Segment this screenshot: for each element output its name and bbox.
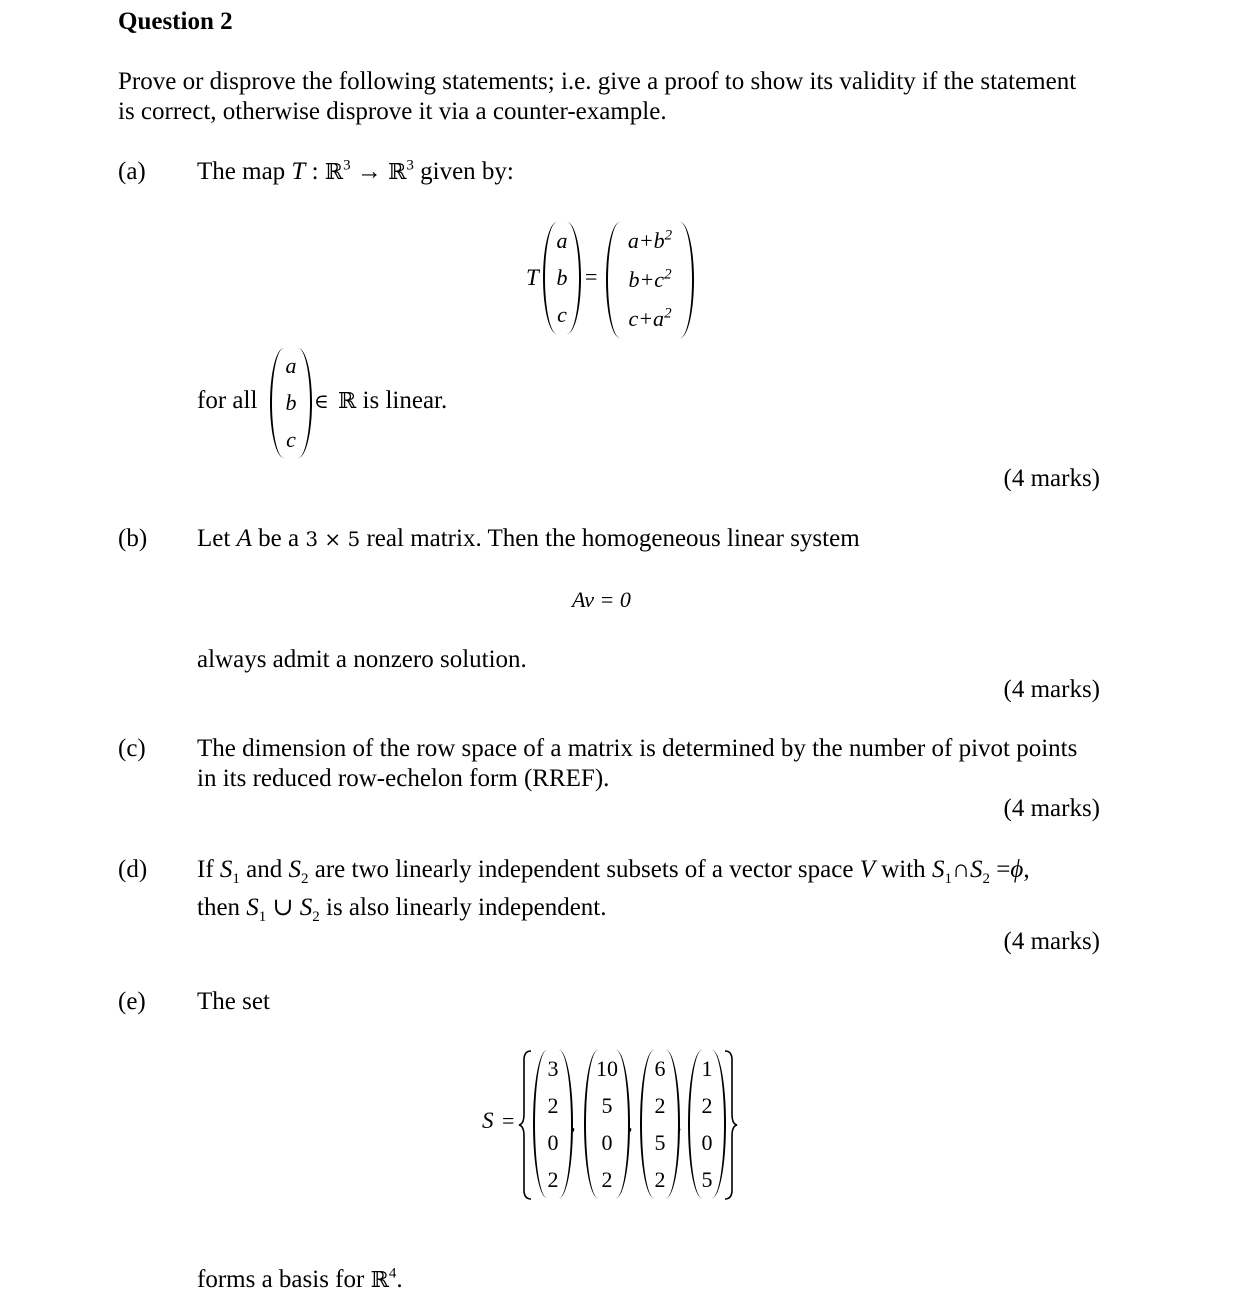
part-a-marks: (4 marks): [1003, 465, 1100, 492]
part-b-let: Let: [197, 525, 231, 552]
part-e-v1-r3: 0: [547, 1129, 559, 1155]
part-a-forall-tail: [338, 387, 447, 415]
part-d-s2: S: [288, 856, 302, 883]
part-d-empty: ϕ: [1010, 856, 1024, 883]
part-e-label: (e): [118, 988, 146, 1015]
part-b-rest: real matrix. Then the homogeneous linear system: [366, 525, 860, 552]
part-a-map-symbol: T: [291, 158, 306, 185]
part-a-set: ℝ: [338, 389, 357, 414]
part-d-end: is also linearly independent.: [326, 894, 607, 921]
part-d-mid: are two linearly independent subsets of a vector space: [314, 856, 854, 883]
part-a-codomain: ℝ: [388, 160, 407, 185]
part-e-sep-1: ,: [571, 1114, 576, 1134]
part-e-v2-r4: 2: [601, 1166, 613, 1192]
part-a-input-vector: [543, 222, 581, 334]
part-d-then: then: [197, 894, 241, 921]
part-a-text-suffix: given by:: [420, 158, 514, 185]
part-a-output-2-exp: 2: [664, 266, 672, 283]
part-e-vector-2: [584, 1050, 630, 1198]
part-d-cap: ∩: [951, 856, 970, 883]
part-b-statement: [197, 525, 860, 553]
part-a-domain-exp: 3: [343, 157, 351, 174]
part-d-if: If: [197, 856, 214, 883]
part-d-with: with: [881, 856, 926, 883]
part-d-line-1: [197, 856, 1030, 887]
intro-line-1: Prove or disprove the following statements; i.e. give a proof to show its validity if the statement: [118, 68, 1077, 95]
part-a-forall-suffix: is linear.: [362, 387, 448, 414]
part-e-equals: =: [502, 1108, 515, 1133]
part-e-sep-2: ,: [628, 1114, 633, 1134]
part-a-forall-c: c: [286, 426, 296, 452]
part-e-vector-1: [533, 1050, 573, 1198]
part-a-input-a: a: [556, 227, 568, 253]
part-e-v4-r3: 0: [701, 1129, 713, 1155]
part-e-space-exp: 4: [388, 1265, 397, 1282]
part-e-v4-r4: 5: [701, 1166, 713, 1192]
part-e-vector-4: [688, 1050, 726, 1198]
part-e-v2-r1: 10: [596, 1055, 618, 1081]
part-a-text-prefix: The map: [197, 158, 286, 185]
part-d-comma: ,: [1023, 856, 1030, 883]
part-b-label: (b): [118, 525, 148, 552]
part-d-s1c-sub: 1: [258, 909, 267, 925]
part-c-line-1: The dimension of the row space of a matrix is determined by the number of pivot points: [197, 735, 1078, 762]
part-a-colon: :: [311, 158, 319, 185]
part-c-label: (c): [118, 735, 146, 762]
part-d-eq: =: [996, 856, 1011, 883]
part-a-arrow: →: [356, 158, 382, 185]
left-brace-icon: [518, 1050, 532, 1200]
part-a-element-of: ∈: [314, 391, 329, 413]
part-a-output-vector: [606, 222, 694, 338]
part-e-space: ℝ: [370, 1268, 389, 1293]
part-a-input-b: b: [556, 264, 568, 290]
part-b-be-a: be a: [258, 525, 300, 552]
part-e-v3-r1: 6: [654, 1055, 666, 1081]
part-a-output-3: c+a: [628, 305, 665, 331]
part-a-equals: =: [585, 264, 598, 289]
part-e-v1-r4: 2: [547, 1166, 559, 1192]
part-e-text: The set: [197, 988, 270, 1015]
part-e-v4-r1: 1: [701, 1055, 713, 1081]
part-b-dims: 3 × 5: [305, 527, 361, 551]
part-d-s2c-sub: 2: [312, 909, 320, 925]
part-d-line-2: [197, 892, 607, 925]
part-e-v2-r3: 0: [601, 1129, 613, 1155]
part-a-output-row-3: [628, 305, 672, 331]
right-brace-icon: [724, 1050, 738, 1200]
part-e-S: S: [482, 1108, 494, 1133]
part-d-and: and: [246, 856, 283, 883]
part-e-vector-3: [640, 1050, 680, 1198]
part-e-conclusion-prefix: forms a basis for: [197, 1266, 365, 1293]
part-e-v4-r2: 2: [701, 1092, 713, 1118]
part-e-v2-r2: 5: [601, 1092, 613, 1118]
part-d-marks: (4 marks): [1003, 928, 1100, 955]
part-d-s1c: S: [246, 894, 259, 921]
question-title: Question 2: [118, 8, 233, 35]
part-a-output-row-1: [628, 230, 672, 252]
part-d-s2b-sub: 2: [982, 871, 990, 887]
part-a-statement: [197, 158, 514, 186]
part-e-v3-r4: 2: [654, 1166, 666, 1192]
intro-line-2: is correct, otherwise disprove it via a counter-example.: [118, 98, 667, 125]
part-c-line-2: in its reduced row-echelon form (RREF).: [197, 765, 610, 792]
part-d-s1: S: [219, 856, 233, 883]
part-a-forall-a: a: [285, 353, 297, 379]
part-b-conclusion: always admit a nonzero solution.: [197, 646, 527, 673]
part-d-s2c: S: [299, 894, 313, 921]
part-a-output-row-2: [628, 266, 672, 292]
part-e-conclusion: [197, 1266, 403, 1294]
part-d-V: V: [859, 856, 875, 883]
part-a-input-c: c: [557, 302, 567, 328]
part-d-s1b: S: [931, 856, 945, 883]
part-a-domain: ℝ: [324, 160, 344, 185]
part-a-output-2: b+c: [628, 266, 665, 292]
part-a-T: T: [526, 265, 539, 290]
part-e-v1-r2: 2: [547, 1092, 559, 1118]
part-a-forall-text: for all: [197, 387, 258, 414]
part-d-s1-sub: 1: [232, 871, 240, 887]
part-e-v3-r3: 5: [654, 1129, 666, 1155]
part-d-label: (d): [118, 856, 148, 883]
part-a-forall-vector: [270, 348, 312, 458]
part-a-forall-b: b: [285, 389, 297, 415]
part-d-cup: ∪: [272, 894, 294, 921]
part-a-codomain-exp: 3: [406, 157, 414, 174]
part-c-marks: (4 marks): [1003, 795, 1100, 822]
part-d-s1b-sub: 1: [944, 871, 952, 887]
part-a-output-3-exp: 2: [664, 305, 672, 322]
part-d-s2b: S: [970, 856, 983, 883]
part-d-s2-sub: 2: [301, 871, 309, 887]
part-e-v3-r2: 2: [654, 1092, 666, 1118]
part-a-output-1-exp: 2: [664, 228, 673, 244]
part-e-sep-3: ,: [677, 1114, 682, 1134]
part-b-equation: Av = 0: [572, 587, 631, 612]
part-a-output-1: a+b: [627, 228, 665, 254]
part-e-period: .: [396, 1266, 403, 1293]
part-a-label: (a): [118, 158, 146, 185]
part-b-marks: (4 marks): [1003, 676, 1100, 703]
part-e-v1-r1: 3: [547, 1055, 559, 1081]
part-b-matrix-name: A: [236, 525, 252, 552]
